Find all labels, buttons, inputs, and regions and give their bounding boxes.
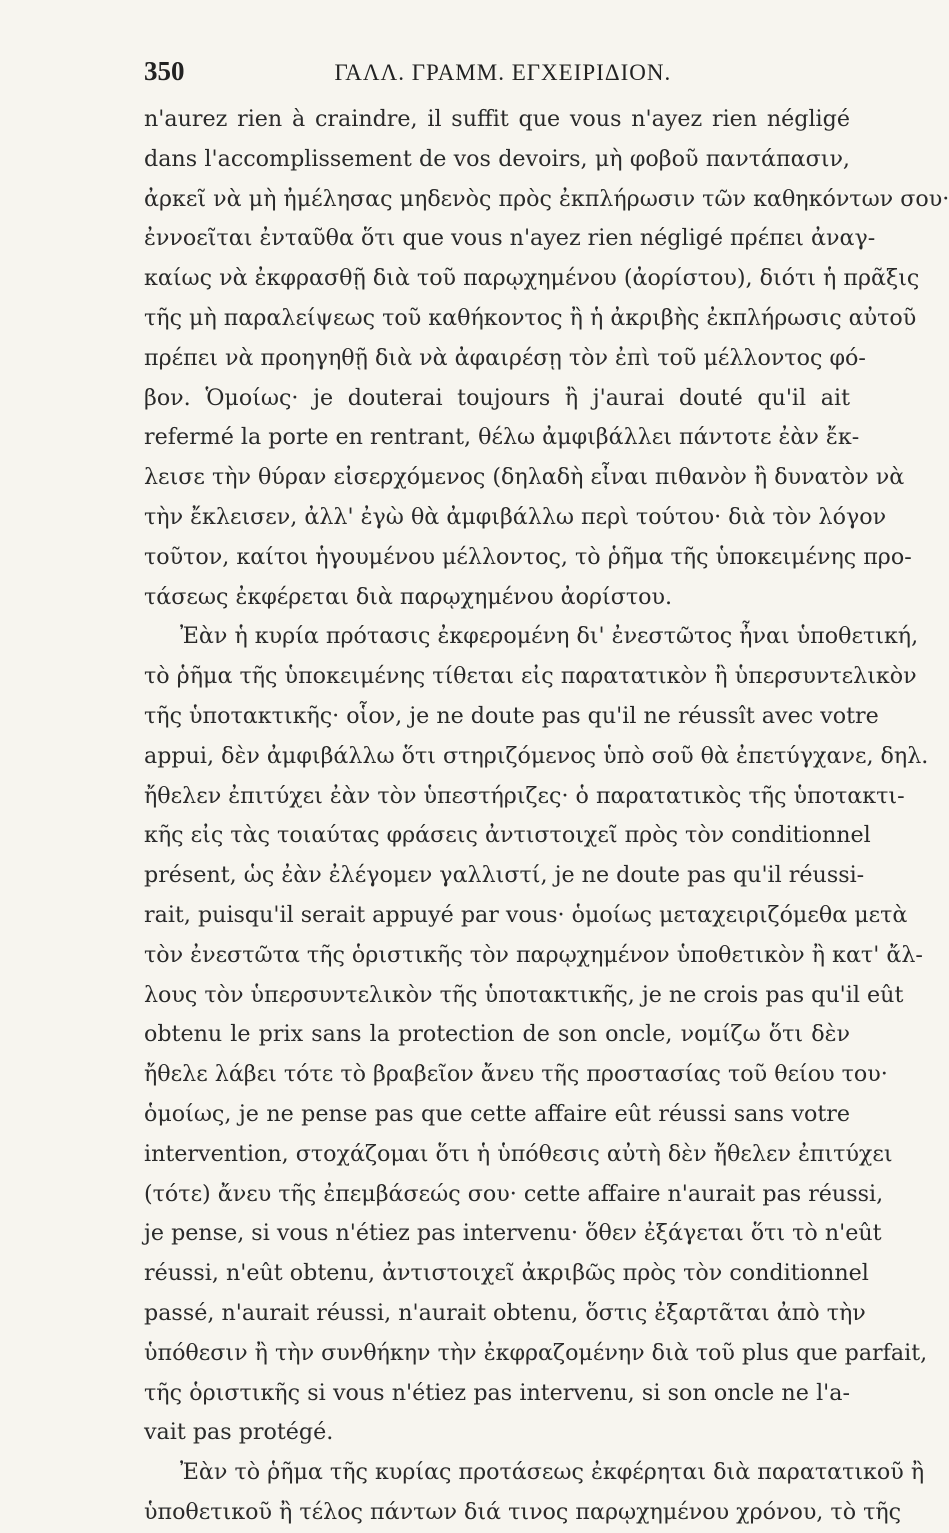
- text-line: τοῦτον, καίτοι ἡγουμένου μέλλοντος, τὸ ῥῆμα τῆς ὑποκειμένης προ-: [144, 543, 912, 570]
- text-line: τὸν ἐνεστῶτα τῆς ὁριστικῆς τὸν παρῳχημένον ὑποθετικὸν ἢ κατ' ἄλ-: [144, 941, 923, 968]
- text-line: refermé la porte en rentrant, θέλω ἀμφιβάλλει πάντοτε ἐὰν ἔκ-: [144, 424, 860, 451]
- text-line: τῆς ὑποτακτικῆς· οἷον, je ne doute pas qu'il ne réussît avec votre: [144, 702, 879, 729]
- text-line: λεισε τὴν θύραν εἰσερχόμενος (δηλαδὴ εἶναι πιθανὸν ἢ δυνατὸν νὰ: [144, 464, 905, 491]
- text-line: ὑπόθεσιν ἢ τὴν συνθήκην τὴν ἐκφραζομένην διὰ τοῦ plus que parfait,: [144, 1339, 928, 1366]
- text-line: obtenu le prix sans la protection de son oncle, νομίζω ὅτι δὲν: [144, 1021, 850, 1048]
- text-line: τὸ ῥῆμα τῆς ὑποκειμένης τίθεται εἰς παρατατικὸν ἢ ὑπερσυντελικὸν: [144, 663, 917, 690]
- text-line: ἤθελε λάβει τότε τὸ βραβεῖον ἄνευ τῆς προστασίας τοῦ θείου του·: [144, 1061, 888, 1088]
- running-title: ΓΑΛΛ. ΓΡΑΜΜ. ΕΓΧΕΙΡΙΔΙΟΝ.: [334, 60, 672, 85]
- text-line: réussi, n'eût obtenu, ἀντιστοιχεῖ ἀκριβῶς πρὸς τὸν conditionnel: [144, 1260, 869, 1287]
- text-line: intervention, στοχάζομαι ὅτι ἡ ὑπόθεσις αὐτὴ δὲν ἤθελεν ἐπιτύχει: [144, 1140, 893, 1167]
- text-line: je pense, si vous n'étiez pas intervenu· ὅθεν ἐξάγεται ὅτι τὸ n'eût: [144, 1220, 882, 1247]
- text-line: τάσεως ἐκφέρεται διὰ παρῳχημένου ἀορίστου.: [144, 583, 673, 610]
- text-line: τὴν ἔκλεισεν, ἀλλ' ἐγὼ θὰ ἀμφιβάλλω περὶ τούτου· διὰ τὸν λόγον: [144, 503, 887, 530]
- text-line: vait pas protégé.: [144, 1419, 334, 1446]
- page-number: 350: [144, 56, 185, 86]
- text-line: ἐννοεῖται ἐνταῦθα ὅτι que vous n'ayez rien négligé πρέπει ἀναγ-: [144, 225, 876, 252]
- text-line: λους τὸν ὑπερσυντελικὸν τῆς ὑποτακτικῆς, je ne crois pas qu'il eût: [144, 981, 904, 1008]
- text-line: τῆς μὴ παραλείψεως τοῦ καθήκοντος ἢ ἡ ἀκριβὴς ἐκπλήρωσις αὐτοῦ: [144, 304, 917, 331]
- text-line: Ἐὰν τὸ ῥῆμα τῆς κυρίας προτάσεως ἐκφέρηται διὰ παρατατικοῦ ἢ: [180, 1459, 925, 1486]
- text-line: appui, δὲν ἀμφιβάλλω ὅτι στηριζόμενος ὑπὸ σοῦ θὰ ἐπετύγχανε, δηλ.: [144, 742, 929, 769]
- text-line: rait, puisqu'il serait appuyé par vous· ὁμοίως μεταχειριζόμεθα μετὰ: [144, 901, 908, 928]
- page-header: [144, 56, 827, 96]
- text-line: κῆς εἰς τὰς τοιαύτας φράσεις ἀντιστοιχεῖ πρὸς τὸν conditionnel: [144, 822, 871, 849]
- text-line: Ἐὰν ἡ κυρία πρότασις ἐκφερομένη δι' ἐνεστῶτος ἦναι ὑποθετική,: [180, 623, 919, 650]
- text-line: βον. Ὁμοίως· je douterai toujours ἢ j'aurai douté qu'il ait: [144, 384, 850, 411]
- text-line: ἀρκεῖ νὰ μὴ ἠμέλησας μηδενὸς πρὸς ἐκπλήρωσιν τῶν καθηκόντων σου·: [144, 185, 949, 212]
- text-line: passé, n'aurait réussi, n'aurait obtenu, ὅστις ἐξαρτᾶται ἀπὸ τὴν: [144, 1299, 866, 1326]
- text-line: πρέπει νὰ προηγηθῇ διὰ νὰ ἀφαιρέσῃ τὸν ἐπὶ τοῦ μέλλοντος φό-: [144, 344, 866, 371]
- text-line: (τότε) ἄνευ τῆς ἐπεμβάσεώς σου· cette affaire n'aurait pas réussi,: [144, 1180, 884, 1207]
- text-line: présent, ὡς ἐὰν ἐλέγομεν γαλλιστί, je ne doute pas qu'il réussi-: [144, 862, 865, 889]
- text-line: ὁμοίως, je ne pense pas que cette affaire eût réussi sans votre: [144, 1100, 850, 1127]
- text-line: n'aurez rien à craindre, il suffit que vous n'ayez rien négligé: [144, 106, 850, 132]
- text-line: dans l'accomplissement de vos devoirs, μὴ φοβοῦ παντάπασιν,: [144, 145, 850, 172]
- body-text: [144, 100, 949, 1533]
- text-line: τῆς ὁριστικῆς si vous n'étiez pas intervenu, si son oncle ne l'a-: [144, 1379, 850, 1406]
- text-line: ὑποθετικοῦ ἢ τέλος πάντων διά τινος παρῳχημένου χρόνου, τὸ τῆς: [144, 1498, 902, 1525]
- text-line: καίως νὰ ἐκφρασθῇ διὰ τοῦ παρῳχημένου (ἀορίστου), διότι ἡ πρᾶξις: [144, 265, 920, 292]
- text-line: ἤθελεν ἐπιτύχει ἐὰν τὸν ὑπεστήριζες· ὁ παρατατικὸς τῆς ὑποτακτι-: [144, 782, 905, 809]
